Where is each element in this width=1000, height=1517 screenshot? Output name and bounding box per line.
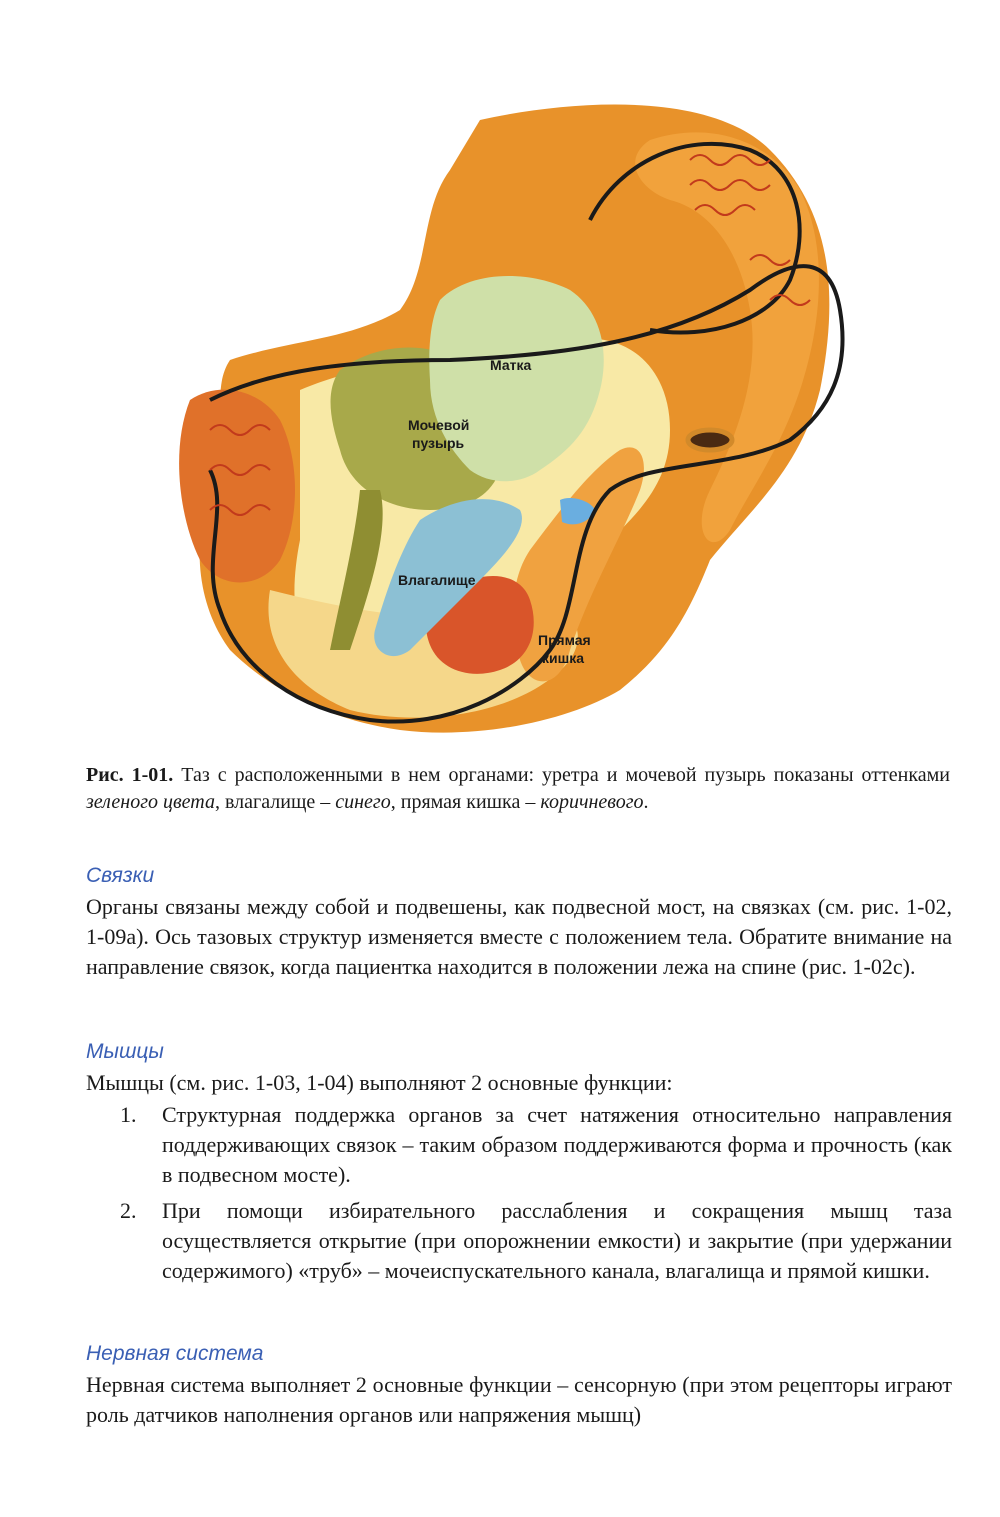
section-title-ligaments: Связки	[86, 864, 155, 887]
label-bladder-line1: Мочевой	[408, 417, 470, 433]
caption-text-2: , влагалище –	[214, 791, 336, 813]
list-item-text: При помощи избирательного расслабления и сокращения мышц таза осуществляется открытие (при опорожнении емкости) и закрытие (при удержании содержимого) «труб» – мочеиспускательного канала, влагалища и прямой кишки.	[162, 1198, 952, 1283]
label-rectum-line1: Прямая	[538, 632, 591, 648]
list-item-number: 2.	[120, 1198, 137, 1223]
caption-italic-3: коричневого	[540, 791, 644, 813]
muscles-function-list	[120, 1100, 952, 1292]
caption-italic-1: зеленого цвета	[86, 791, 215, 813]
label-rectum-line2: кишка	[542, 650, 585, 666]
label-vagina: Влагалище	[398, 572, 476, 588]
section-title-muscles: Мышцы	[86, 1040, 164, 1063]
section-intro-muscles: Мышцы (см. рис. 1-03, 1-04) выполняют 2 основные функции:	[86, 1070, 673, 1095]
caption-text-3: , прямая кишка –	[390, 791, 541, 813]
pelvis-illustration	[150, 90, 870, 750]
caption-label: Рис. 1-01.	[86, 764, 174, 786]
caption-text-4: .	[643, 791, 649, 813]
list-item-text: Структурная поддержка органов за счет натяжения относительно направления поддерживающих связок – таким образом поддерживаются форма и прочность (как в подвесном мосте).	[162, 1102, 952, 1187]
tube-opening-shape	[688, 430, 732, 450]
caption-italic-2: синего	[335, 791, 391, 813]
label-uterus: Матка	[490, 357, 532, 373]
section-text-nervous: Нервная система выполняет 2 основные функции – сенсорную (при этом рецепторы играют роль датчиков наполнения органов или напряжения мышц)	[86, 1372, 952, 1427]
figure-caption	[86, 762, 950, 816]
list-item	[120, 1100, 952, 1190]
section-text-ligaments: Органы связаны между собой и подвешены, как подвесной мост, на связках (см. рис. 1-02, 1-09a). Ось тазовых структур изменяется вместе с положением тела. Обратите внимание на направление связок, когда пациентка находится в положении лежа на спине (рис. 1-02c).	[86, 894, 952, 979]
section-title-nervous: Нервная система	[86, 1342, 264, 1365]
list-item	[120, 1196, 952, 1286]
caption-text-1: Таз с расположенными в нем органами: уретра и мочевой пузырь показаны оттенками	[173, 764, 950, 786]
list-item-number: 1.	[120, 1102, 137, 1127]
label-bladder-line2: пузырь	[412, 435, 465, 451]
pelvis-figure	[150, 90, 870, 750]
pubic-bone-shape	[179, 390, 295, 583]
